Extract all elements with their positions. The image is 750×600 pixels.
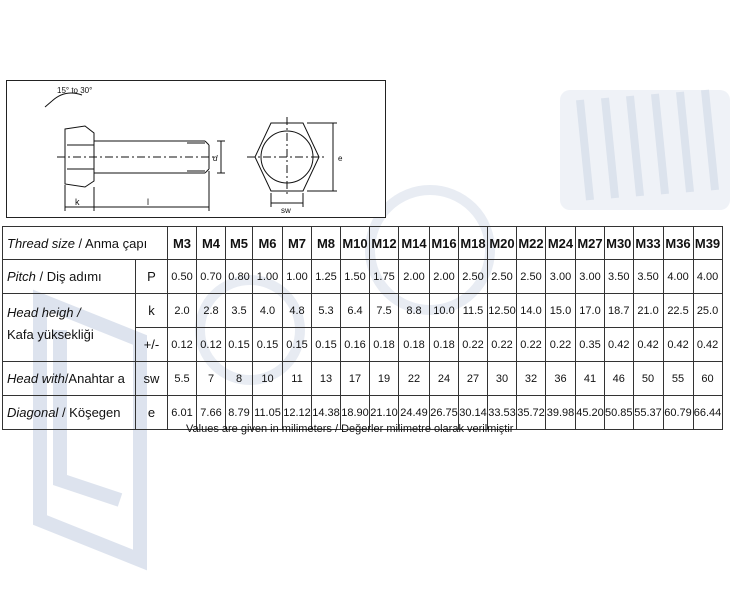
dim-l-label: l: [147, 197, 149, 207]
size-cell: M8: [312, 227, 341, 260]
value-cell: 5.3: [312, 294, 341, 328]
value-cell: 2.00: [430, 260, 459, 294]
value-cell: 2.50: [488, 260, 517, 294]
value-cell: 4.8: [283, 294, 312, 328]
value-cell: 0.18: [370, 328, 399, 362]
value-cell: 0.12: [168, 328, 197, 362]
pitch-label: Pitch / Diş adımı: [3, 260, 136, 294]
size-cell: M24: [546, 227, 576, 260]
bolt-spec-table: [2, 226, 723, 430]
value-cell: 10.0: [430, 294, 459, 328]
value-cell: 7: [197, 362, 226, 396]
value-cell: 0.15: [253, 328, 283, 362]
size-cell: M20: [488, 227, 517, 260]
value-cell: 4.00: [693, 260, 722, 294]
size-cell: M6: [253, 227, 283, 260]
tolerance-symbol: +/-: [136, 328, 168, 362]
value-cell: 2.00: [399, 260, 430, 294]
size-cell: M39: [693, 227, 722, 260]
size-cell: M33: [633, 227, 663, 260]
value-cell: 0.15: [226, 328, 253, 362]
diagonal-label: Diagonal / Köşegen: [3, 396, 136, 430]
value-cell: 19: [370, 362, 399, 396]
dim-k-label: k: [75, 197, 80, 207]
size-cell: M22: [517, 227, 546, 260]
value-cell: 14.0: [517, 294, 546, 328]
value-cell: 17.0: [576, 294, 605, 328]
head-height-label: Head heigh / Kafa yüksekliği: [3, 294, 136, 362]
value-cell: 17: [341, 362, 370, 396]
value-cell: 8.79: [226, 396, 253, 430]
value-cell: 3.5: [226, 294, 253, 328]
size-cell: M3: [168, 227, 197, 260]
value-cell: 0.42: [605, 328, 634, 362]
value-cell: 32: [517, 362, 546, 396]
value-cell: 0.22: [546, 328, 576, 362]
angle-label: 15° to 30°: [57, 86, 93, 95]
size-cell: M10: [341, 227, 370, 260]
value-cell: 60.79: [663, 396, 693, 430]
value-cell: 6.4: [341, 294, 370, 328]
head-width-label: Head with/Anahtar a: [3, 362, 136, 396]
size-cell: M14: [399, 227, 430, 260]
value-cell: 39.98: [546, 396, 576, 430]
value-cell: 33.53: [488, 396, 517, 430]
value-cell: 4.00: [663, 260, 693, 294]
value-cell: 4.0: [253, 294, 283, 328]
thread-size-label: Thread size / Anma çapı: [3, 227, 168, 260]
value-cell: 24: [430, 362, 459, 396]
value-cell: 1.75: [370, 260, 399, 294]
value-cell: 7.5: [370, 294, 399, 328]
size-cell: M5: [226, 227, 253, 260]
value-cell: 11.5: [459, 294, 488, 328]
value-cell: 15.0: [546, 294, 576, 328]
value-cell: 0.42: [693, 328, 722, 362]
value-cell: 0.35: [576, 328, 605, 362]
value-cell: 11.05: [253, 396, 283, 430]
value-cell: 11: [283, 362, 312, 396]
hex-bolt-drawing: [7, 81, 387, 219]
value-cell: 25.0: [693, 294, 722, 328]
size-cell: M27: [576, 227, 605, 260]
value-cell: 50: [633, 362, 663, 396]
value-cell: 30: [488, 362, 517, 396]
size-cell: M16: [430, 227, 459, 260]
head-width-symbol: sw: [136, 362, 168, 396]
value-cell: 0.42: [663, 328, 693, 362]
value-cell: 0.22: [517, 328, 546, 362]
value-cell: 1.50: [341, 260, 370, 294]
head-height-row: [3, 294, 723, 328]
value-cell: 12.50: [488, 294, 517, 328]
size-cell: M4: [197, 227, 226, 260]
size-cell: M36: [663, 227, 693, 260]
value-cell: 0.16: [341, 328, 370, 362]
value-cell: 18.90: [341, 396, 370, 430]
value-cell: 21.0: [633, 294, 663, 328]
value-cell: 13: [312, 362, 341, 396]
value-cell: 0.12: [197, 328, 226, 362]
dim-sw-label: sw: [281, 206, 291, 215]
value-cell: 24.49: [399, 396, 430, 430]
value-cell: 0.50: [168, 260, 197, 294]
size-cell: M18: [459, 227, 488, 260]
value-cell: 3.00: [576, 260, 605, 294]
value-cell: 7.66: [197, 396, 226, 430]
value-cell: 1.00: [283, 260, 312, 294]
value-cell: 0.42: [633, 328, 663, 362]
value-cell: 0.18: [399, 328, 430, 362]
value-cell: 1.00: [253, 260, 283, 294]
value-cell: 50.85: [605, 396, 634, 430]
value-cell: 30.14: [459, 396, 488, 430]
value-cell: 1.25: [312, 260, 341, 294]
value-cell: 66.44: [693, 396, 722, 430]
value-cell: 18.7: [605, 294, 634, 328]
value-cell: 0.18: [430, 328, 459, 362]
value-cell: 41: [576, 362, 605, 396]
value-cell: 2.8: [197, 294, 226, 328]
value-cell: 3.50: [633, 260, 663, 294]
value-cell: 14.38: [312, 396, 341, 430]
value-cell: 27: [459, 362, 488, 396]
head-height-symbol: k: [136, 294, 168, 328]
bolt-drawing-frame: [6, 80, 386, 218]
value-cell: 2.50: [517, 260, 546, 294]
head-width-row: [3, 362, 723, 396]
pitch-row: [3, 260, 723, 294]
header-row: [3, 227, 723, 260]
value-cell: 22.5: [663, 294, 693, 328]
diagonal-symbol: e: [136, 396, 168, 430]
size-cell: M7: [283, 227, 312, 260]
value-cell: 26.75: [430, 396, 459, 430]
value-cell: 0.22: [488, 328, 517, 362]
value-cell: 36: [546, 362, 576, 396]
value-cell: 8: [226, 362, 253, 396]
value-cell: 0.80: [226, 260, 253, 294]
value-cell: 2.0: [168, 294, 197, 328]
dim-d-label: d: [213, 154, 218, 163]
size-cell: M30: [605, 227, 634, 260]
value-cell: 45.20: [576, 396, 605, 430]
value-cell: 0.22: [459, 328, 488, 362]
value-cell: 55: [663, 362, 693, 396]
value-cell: 3.50: [605, 260, 634, 294]
pitch-symbol: P: [136, 260, 168, 294]
value-cell: 0.15: [283, 328, 312, 362]
value-cell: 0.15: [312, 328, 341, 362]
value-cell: 5.5: [168, 362, 197, 396]
value-cell: 22: [399, 362, 430, 396]
size-cell: M12: [370, 227, 399, 260]
value-cell: 6.01: [168, 396, 197, 430]
value-cell: 8.8: [399, 294, 430, 328]
dim-e-label: e: [338, 154, 343, 163]
value-cell: 10: [253, 362, 283, 396]
value-cell: 35.72: [517, 396, 546, 430]
value-cell: 46: [605, 362, 634, 396]
value-cell: 2.50: [459, 260, 488, 294]
value-cell: 12.12: [283, 396, 312, 430]
value-cell: 60: [693, 362, 722, 396]
value-cell: 3.00: [546, 260, 576, 294]
units-caption: Values are given in milimeters / Değerler milimetre olarak verilmiştir: [186, 423, 514, 435]
value-cell: 0.70: [197, 260, 226, 294]
value-cell: 55.37: [633, 396, 663, 430]
value-cell: 21.10: [370, 396, 399, 430]
